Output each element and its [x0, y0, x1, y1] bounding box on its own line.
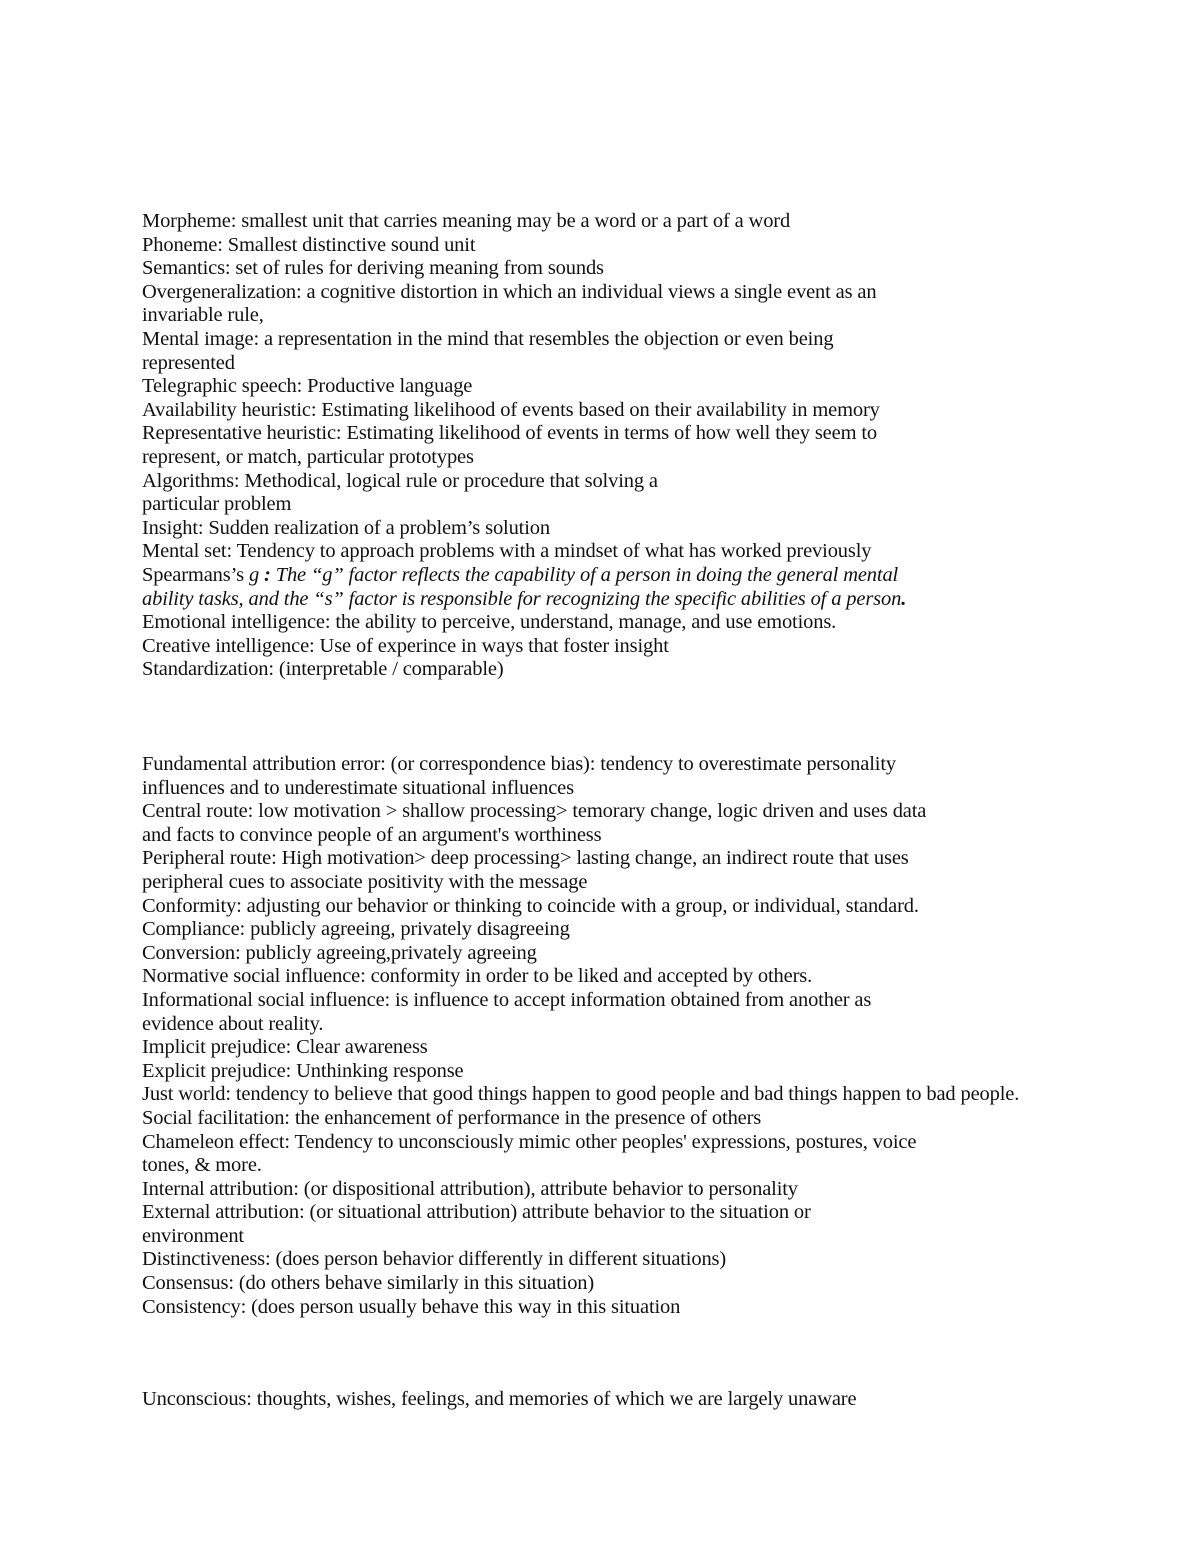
note-line-chameleon-effect-cont: tones, & more.: [142, 1154, 262, 1177]
note-line-implicit-prejudice: Implicit prejudice: Clear awareness: [142, 1036, 428, 1059]
spearman-definition: The “g” factor reflects the capability of a person in doing the general mental: [275, 563, 899, 586]
note-line-central-route: Central route: low motivation > shallow processing> temorary change, logic driven and uses data: [142, 800, 927, 823]
note-line-informational-social-influence: Informational social influence: is influence to accept information obtained from another as: [142, 988, 872, 1011]
note-line-distinctiveness: Distinctiveness: (does person behavior differently in different situations): [142, 1248, 727, 1271]
note-line-internal-attribution: Internal attribution: (or dispositional attribution), attribute behavior to personality: [142, 1177, 798, 1200]
spearman-colon: :: [259, 563, 276, 586]
note-line-informational-social-influence-cont: evidence about reality.: [142, 1012, 324, 1035]
note-line-algorithms: Algorithms: Methodical, logical rule or procedure that solving a: [142, 469, 658, 492]
note-line-representative-heuristic: Representative heuristic: Estimating likelihood of events in terms of how well they seem to: [142, 422, 878, 445]
note-line-telegraphic-speech: Telegraphic speech: Productive language: [142, 375, 473, 398]
note-line-explicit-prejudice: Explicit prejudice: Unthinking response: [142, 1059, 464, 1082]
notes-section-social: [142, 753, 1182, 1319]
note-line-semantics: Semantics: set of rules for deriving meaning from sounds: [142, 257, 604, 280]
note-line-morpheme: Morpheme: smallest unit that carries meaning may be a word or a part of a word: [142, 210, 791, 232]
note-line-chameleon-effect: Chameleon effect: Tendency to unconsciously mimic other peoples' expressions, postures, voice: [142, 1130, 917, 1153]
note-line-standardization: Standardization: (interpretable / comparable): [142, 658, 504, 681]
note-line-peripheral-route: Peripheral route: High motivation> deep processing> lasting change, an indirect route that uses: [142, 847, 909, 870]
note-line-external-attribution: External attribution: (or situational attribution) attribute behavior to the situation or: [142, 1201, 811, 1224]
note-line-peripheral-route-cont: peripheral cues to associate positivity with the message: [142, 870, 588, 893]
note-line-conversion: Conversion: publicly agreeing,privately agreeing: [142, 941, 537, 964]
note-line-phoneme: Phoneme: Smallest distinctive sound unit: [142, 233, 476, 256]
note-line-mental-set: Mental set: Tendency to approach problems with a mindset of what has worked previously: [142, 540, 872, 563]
note-line-mental-image-cont: represented: [142, 351, 235, 374]
notes-section-cognition: [142, 210, 1182, 682]
note-line-overgeneralization: Overgeneralization: a cognitive distortion in which an individual views a single event as an: [142, 280, 877, 303]
note-line-consensus: Consensus: (do others behave similarly in this situation): [142, 1272, 595, 1295]
spearman-period: .: [901, 587, 907, 610]
note-line-conformity: Conformity: adjusting our behavior or thinking to coincide with a group, or individual, standard.: [142, 894, 919, 917]
note-line-insight: Insight: Sudden realization of a problem’s solution: [142, 516, 550, 539]
note-line-external-attribution-cont: environment: [142, 1224, 244, 1247]
spearman-term: Spearmans’s: [142, 563, 249, 586]
spearman-g: g: [248, 563, 260, 586]
note-line-fundamental-attribution-error-cont: influences and to underestimate situational influences: [142, 776, 574, 799]
note-line-central-route-cont: and facts to convince people of an argument's worthiness: [142, 823, 602, 846]
note-line-representative-heuristic-cont: represent, or match, particular prototypes: [142, 445, 474, 468]
notes-section-personality: [142, 1388, 1182, 1412]
note-line-overgeneralization-cont: invariable rule,: [142, 304, 264, 327]
note-line-algorithms-cont: particular problem: [142, 493, 292, 516]
note-line-unconscious: Unconscious: thoughts, wishes, feelings, and memories of which we are largely unaware: [142, 1388, 857, 1410]
note-line-fundamental-attribution-error: Fundamental attribution error: (or correspondence bias): tendency to overestimate personality: [142, 753, 896, 775]
note-line-spearman: [142, 564, 1182, 588]
note-line-normative-social-influence: Normative social influence: conformity in order to be liked and accepted by others.: [142, 965, 813, 988]
note-line-just-world: Just world: tendency to believe that good things happen to good people and bad things happen to bad people.: [142, 1083, 1020, 1106]
note-line-social-facilitation: Social facilitation: the enhancement of performance in the presence of others: [142, 1106, 762, 1129]
note-line-availability-heuristic: Availability heuristic: Estimating likelihood of events based on their availability in memory: [142, 398, 880, 421]
note-line-emotional-intelligence: Emotional intelligence: the ability to perceive, understand, manage, and use emotions.: [142, 611, 837, 634]
note-line-spearman-cont: [142, 588, 1182, 612]
note-line-consistency: Consistency: (does person usually behave this way in this situation: [142, 1295, 681, 1318]
note-line-compliance: Compliance: publicly agreeing, privately disagreeing: [142, 918, 570, 941]
spearman-definition-cont: ability tasks, and the “s” factor is responsible for recognizing the specific abilities of a person: [142, 587, 902, 610]
note-line-creative-intelligence: Creative intelligence: Use of experince in ways that foster insight: [142, 634, 669, 657]
note-line-mental-image: Mental image: a representation in the mind that resembles the objection or even being: [142, 327, 834, 350]
